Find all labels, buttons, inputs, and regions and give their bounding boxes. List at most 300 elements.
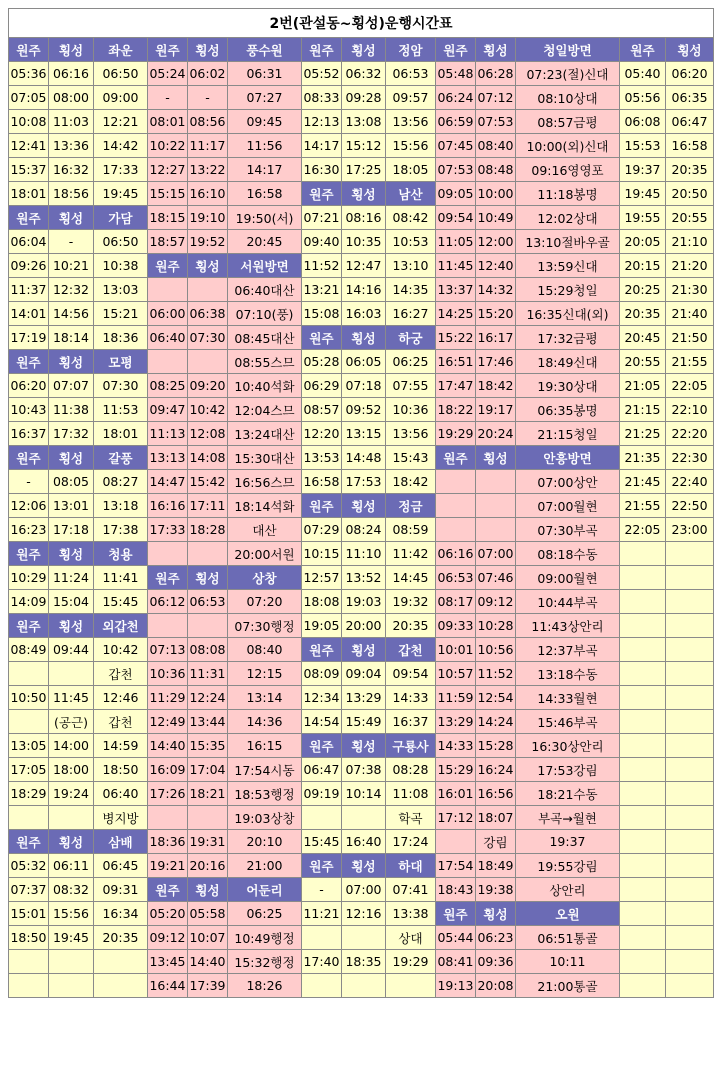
table-cell: 16:15 <box>228 734 302 758</box>
table-cell: 14:09 <box>9 590 49 614</box>
table-cell: 08:18수동 <box>516 542 620 566</box>
table-cell <box>620 974 666 998</box>
column-header: 원주 <box>148 254 188 278</box>
column-header: 원주 <box>302 326 342 350</box>
table-cell: 20:16 <box>188 854 228 878</box>
table-cell: 06:35 <box>666 86 714 110</box>
table-cell: 10:14 <box>342 782 386 806</box>
table-cell: 06:08 <box>620 110 666 134</box>
table-cell: 15:49 <box>342 710 386 734</box>
table-cell: 07:00상안 <box>516 470 620 494</box>
table-cell: 17:19 <box>9 326 49 350</box>
table-cell: 19:50(서) <box>228 206 302 230</box>
table-cell: 20:35 <box>94 926 148 950</box>
table-cell: 05:24 <box>148 62 188 86</box>
table-cell: 06:45 <box>94 854 148 878</box>
table-cell: 갑천 <box>94 710 148 734</box>
table-cell: 18:14 <box>49 326 94 350</box>
table-cell: 22:30 <box>666 446 714 470</box>
table-cell: 12:46 <box>94 686 148 710</box>
table-cell: 19:45 <box>94 182 148 206</box>
table-cell: 12:20 <box>302 422 342 446</box>
table-cell: 12:54 <box>476 686 516 710</box>
table-cell: 12:02상대 <box>516 206 620 230</box>
table-cell <box>9 710 49 734</box>
table-cell: 12:34 <box>302 686 342 710</box>
table-cell: 18:36 <box>94 326 148 350</box>
table-cell <box>620 854 666 878</box>
table-cell: 22:05 <box>620 518 666 542</box>
table-cell: 16:24 <box>476 758 516 782</box>
table-cell <box>620 542 666 566</box>
table-cell: 21:15청일 <box>516 422 620 446</box>
table-cell: 10:28 <box>476 614 516 638</box>
table-cell: 15:29청일 <box>516 278 620 302</box>
table-cell: 07:30행정 <box>228 614 302 638</box>
column-header: 원주 <box>620 38 666 62</box>
table-cell: 16:58 <box>228 182 302 206</box>
table-cell <box>666 734 714 758</box>
table-cell: 20:35 <box>386 614 436 638</box>
column-header: 원주 <box>9 830 49 854</box>
column-header: 가담 <box>94 206 148 230</box>
column-header: 정금 <box>386 494 436 518</box>
column-header: 원주 <box>9 614 49 638</box>
table-cell: 13:01 <box>49 494 94 518</box>
column-header: 남산 <box>386 182 436 206</box>
table-cell: 17:38 <box>94 518 148 542</box>
column-header: 외갑천 <box>94 614 148 638</box>
table-cell <box>666 854 714 878</box>
table-row <box>9 806 714 830</box>
table-cell: 15:53 <box>620 134 666 158</box>
table-cell: 13:05 <box>9 734 49 758</box>
table-cell: 11:13 <box>148 422 188 446</box>
column-header: 횡성 <box>342 182 386 206</box>
table-cell: 07:05 <box>9 86 49 110</box>
table-cell: 07:07 <box>49 374 94 398</box>
table-cell: 07:30 <box>188 326 228 350</box>
table-cell: 18:22 <box>436 398 476 422</box>
table-cell: 12:37부곡 <box>516 638 620 662</box>
table-cell: 19:03 <box>342 590 386 614</box>
table-cell: 14:47 <box>148 470 188 494</box>
table-cell <box>148 614 188 638</box>
table-cell: 15:32행정 <box>228 950 302 974</box>
table-cell: 13:14 <box>228 686 302 710</box>
table-cell: 20:50 <box>666 182 714 206</box>
table-cell: 18:57 <box>148 230 188 254</box>
table-cell: 15:29 <box>436 758 476 782</box>
table-cell <box>342 806 386 830</box>
table-cell: - <box>9 470 49 494</box>
table-cell: 18:29 <box>9 782 49 806</box>
table-cell: 18:42 <box>476 374 516 398</box>
table-cell: 07:18 <box>342 374 386 398</box>
table-cell <box>666 782 714 806</box>
table-cell: 16:44 <box>148 974 188 998</box>
table-cell: 10:56 <box>476 638 516 662</box>
table-cell: 06:40 <box>148 326 188 350</box>
table-cell: 07:00 <box>476 542 516 566</box>
table-cell: 16:16 <box>148 494 188 518</box>
table-row <box>9 230 714 254</box>
table-cell: 23:00 <box>666 518 714 542</box>
table-cell: 06:05 <box>342 350 386 374</box>
column-header: 횡성 <box>188 566 228 590</box>
table-cell: 15:21 <box>94 302 148 326</box>
table-cell: 18:21 <box>188 782 228 806</box>
table-cell: - <box>302 878 342 902</box>
table-cell: 06:00 <box>148 302 188 326</box>
table-cell: 10:53 <box>386 230 436 254</box>
table-cell: 06:20 <box>9 374 49 398</box>
table-cell: 18:00 <box>49 758 94 782</box>
table-cell <box>620 590 666 614</box>
table-cell <box>620 782 666 806</box>
table-cell: 10:57 <box>436 662 476 686</box>
table-cell: 21:55 <box>620 494 666 518</box>
table-cell <box>666 830 714 854</box>
table-cell: 19:45 <box>620 182 666 206</box>
table-cell: 18:36 <box>148 830 188 854</box>
table-cell <box>666 950 714 974</box>
table-row <box>9 614 714 638</box>
table-cell: 15:43 <box>386 446 436 470</box>
table-cell: 14:16 <box>342 278 386 302</box>
table-cell: 06:47 <box>666 110 714 134</box>
table-cell: 19:21 <box>148 854 188 878</box>
table-cell: 대산 <box>228 518 302 542</box>
table-cell <box>620 710 666 734</box>
column-header: 횡성 <box>342 326 386 350</box>
table-cell: 17:11 <box>188 494 228 518</box>
column-header: 원주 <box>9 38 49 62</box>
table-cell: 06:40 <box>94 782 148 806</box>
table-cell: 11:42 <box>386 542 436 566</box>
table-cell: 07:53 <box>436 158 476 182</box>
table-row <box>9 926 714 950</box>
table-cell: 12:40 <box>476 254 516 278</box>
table-row <box>9 494 714 518</box>
table-cell: 13:38 <box>386 902 436 926</box>
table-cell: 09:36 <box>476 950 516 974</box>
table-cell: 13:36 <box>49 134 94 158</box>
table-cell: 13:44 <box>188 710 228 734</box>
table-cell: 05:44 <box>436 926 476 950</box>
table-cell: 08:32 <box>49 878 94 902</box>
table-cell: 07:53 <box>476 110 516 134</box>
table-cell: 20:10 <box>228 830 302 854</box>
table-cell: - <box>148 86 188 110</box>
table-cell: 14:42 <box>94 134 148 158</box>
table-cell: 13:56 <box>386 110 436 134</box>
table-cell: 17:24 <box>386 830 436 854</box>
table-cell: 20:35 <box>620 302 666 326</box>
table-cell: 09:19 <box>302 782 342 806</box>
column-header: 원주 <box>302 182 342 206</box>
table-cell: 11:59 <box>436 686 476 710</box>
table-cell: 08:05 <box>49 470 94 494</box>
table-cell: 16:27 <box>386 302 436 326</box>
table-cell: 08:56 <box>188 110 228 134</box>
table-cell: 06:24 <box>436 86 476 110</box>
table-cell: 갑천 <box>94 662 148 686</box>
table-cell: 13:53 <box>302 446 342 470</box>
table-cell: 09:04 <box>342 662 386 686</box>
table-cell: 15:15 <box>148 182 188 206</box>
table-cell: 10:38 <box>94 254 148 278</box>
table-cell: 10:01 <box>436 638 476 662</box>
table-cell: 20:00 <box>342 614 386 638</box>
table-cell: 14:24 <box>476 710 516 734</box>
table-cell: 18:21수동 <box>516 782 620 806</box>
table-cell: 16:01 <box>436 782 476 806</box>
table-cell: 10:49행정 <box>228 926 302 950</box>
table-cell: 06:04 <box>9 230 49 254</box>
table-cell: 17:53 <box>342 470 386 494</box>
column-header: 횡성 <box>342 38 386 62</box>
table-cell: 07:20 <box>228 590 302 614</box>
table-cell: 11:43상안리 <box>516 614 620 638</box>
column-header: 어둔리 <box>228 878 302 902</box>
table-cell: 15:37 <box>9 158 49 182</box>
column-header: 원주 <box>9 542 49 566</box>
table-cell: 18:49신대 <box>516 350 620 374</box>
table-cell: 10:43 <box>9 398 49 422</box>
table-cell: 15:45 <box>302 830 342 854</box>
table-cell: 16:30상안리 <box>516 734 620 758</box>
table-cell <box>620 662 666 686</box>
table-cell: 06:40대산 <box>228 278 302 302</box>
table-cell: 08:57 <box>302 398 342 422</box>
table-cell: 21:50 <box>666 326 714 350</box>
column-header: 원주 <box>302 734 342 758</box>
table-cell: 16:58 <box>666 134 714 158</box>
table-cell: 12:06 <box>9 494 49 518</box>
table-cell <box>49 662 94 686</box>
table-cell: 15:35 <box>188 734 228 758</box>
table-row <box>9 278 714 302</box>
column-header: 횡성 <box>188 878 228 902</box>
table-cell: 11:05 <box>436 230 476 254</box>
table-cell: 07:12 <box>476 86 516 110</box>
table-cell: 06:31 <box>228 62 302 86</box>
table-cell: 16:10 <box>188 182 228 206</box>
table-cell <box>620 926 666 950</box>
table-cell: 17:18 <box>49 518 94 542</box>
table-cell: 18:07 <box>476 806 516 830</box>
table-cell <box>94 950 148 974</box>
table-cell: 19:30상대 <box>516 374 620 398</box>
table-cell: 10:00 <box>476 182 516 206</box>
table-cell: 15:08 <box>302 302 342 326</box>
table-cell: 06:32 <box>342 62 386 86</box>
table-cell: 11:24 <box>49 566 94 590</box>
table-cell: 08:08 <box>188 638 228 662</box>
table-cell: 16:56 <box>476 782 516 806</box>
table-cell: 07:13 <box>148 638 188 662</box>
table-cell: 10:44부곡 <box>516 590 620 614</box>
table-cell: 20:05 <box>620 230 666 254</box>
column-header: 횡성 <box>49 38 94 62</box>
column-header: 청용 <box>94 542 148 566</box>
table-cell: 12:47 <box>342 254 386 278</box>
table-cell: 19:55 <box>620 206 666 230</box>
table-cell: 10:00(외)신대 <box>516 134 620 158</box>
table-cell: 18:43 <box>436 878 476 902</box>
table-cell: 16:34 <box>94 902 148 926</box>
table-cell <box>620 830 666 854</box>
table-cell: 09:33 <box>436 614 476 638</box>
table-cell: 05:20 <box>148 902 188 926</box>
table-cell: 10:49 <box>476 206 516 230</box>
table-cell: 06:28 <box>476 62 516 86</box>
column-header: 횡성 <box>49 206 94 230</box>
table-cell: 21:15 <box>620 398 666 422</box>
column-header: 횡성 <box>188 254 228 278</box>
table-cell: 09:54 <box>436 206 476 230</box>
table-cell: 06:50 <box>94 230 148 254</box>
table-cell: 14:59 <box>94 734 148 758</box>
table-cell: 12:15 <box>228 662 302 686</box>
table-cell: 20:45 <box>620 326 666 350</box>
table-row <box>9 542 714 566</box>
table-row <box>9 38 714 62</box>
table-cell: 12:08 <box>188 422 228 446</box>
table-cell: 09:44 <box>49 638 94 662</box>
column-header: 하대 <box>386 854 436 878</box>
table-cell: 14:33 <box>386 686 436 710</box>
column-header: 원주 <box>148 878 188 902</box>
table-cell <box>666 974 714 998</box>
table-cell: 08:42 <box>386 206 436 230</box>
table-cell: 09:12 <box>148 926 188 950</box>
table-cell: 12:57 <box>302 566 342 590</box>
table-cell: 08:00 <box>49 86 94 110</box>
table-row <box>9 950 714 974</box>
column-header: 풍수원 <box>228 38 302 62</box>
table-cell <box>342 974 386 998</box>
table-cell <box>476 494 516 518</box>
table-cell: 상안리 <box>516 878 620 902</box>
table-cell: 19:24 <box>49 782 94 806</box>
column-header: 원주 <box>302 494 342 518</box>
table-cell: 05:32 <box>9 854 49 878</box>
table-row <box>9 350 714 374</box>
table-cell: 14:56 <box>49 302 94 326</box>
table-cell: 22:10 <box>666 398 714 422</box>
table-cell: 18:14석화 <box>228 494 302 518</box>
table-cell: 15:20 <box>476 302 516 326</box>
table-cell: 14:36 <box>228 710 302 734</box>
table-cell: 11:17 <box>188 134 228 158</box>
table-row <box>9 638 714 662</box>
column-header: 횡성 <box>49 830 94 854</box>
column-header: 횡성 <box>49 542 94 566</box>
table-cell: 08:09 <box>302 662 342 686</box>
table-row <box>9 374 714 398</box>
table-cell: 09:31 <box>94 878 148 902</box>
table-cell: (공근) <box>49 710 94 734</box>
table-cell: 13:22 <box>188 158 228 182</box>
table-row <box>9 974 714 998</box>
table-cell: 17:33 <box>148 518 188 542</box>
table-row <box>9 782 714 806</box>
column-header: 갈풍 <box>94 446 148 470</box>
table-cell: 11:56 <box>228 134 302 158</box>
table-cell: 11:31 <box>188 662 228 686</box>
table-cell: 17:47 <box>436 374 476 398</box>
column-header: 원주 <box>148 38 188 62</box>
table-cell: 10:08 <box>9 110 49 134</box>
table-cell: 18:15 <box>148 206 188 230</box>
table-cell <box>620 734 666 758</box>
table-cell: 14:25 <box>436 302 476 326</box>
table-cell: 11:37 <box>9 278 49 302</box>
table-cell: 19:55강림 <box>516 854 620 878</box>
table-cell: 05:56 <box>620 86 666 110</box>
column-header: 원주 <box>9 206 49 230</box>
table-cell: 14:17 <box>228 158 302 182</box>
table-cell: 05:48 <box>436 62 476 86</box>
table-cell: 17:32 <box>49 422 94 446</box>
table-cell <box>666 566 714 590</box>
table-cell: 22:05 <box>666 374 714 398</box>
table-cell: 09:20 <box>188 374 228 398</box>
table-cell: 06:35봉명 <box>516 398 620 422</box>
table-cell: 14:45 <box>386 566 436 590</box>
table-cell: 22:40 <box>666 470 714 494</box>
table-cell: 08:59 <box>386 518 436 542</box>
table-cell: 08:40 <box>228 638 302 662</box>
table-cell: 12:00 <box>476 230 516 254</box>
table-cell: 13:08 <box>342 110 386 134</box>
table-cell: 06:29 <box>302 374 342 398</box>
table-cell <box>148 350 188 374</box>
table-cell: 17:53강림 <box>516 758 620 782</box>
table-cell <box>666 710 714 734</box>
table-cell: 09:45 <box>228 110 302 134</box>
table-row <box>9 86 714 110</box>
table-cell: 10:42 <box>94 638 148 662</box>
column-header: 원주 <box>436 902 476 926</box>
table-cell: 20:00서원 <box>228 542 302 566</box>
table-cell <box>148 542 188 566</box>
table-cell: 06:53 <box>386 62 436 86</box>
table-cell: 15:04 <box>49 590 94 614</box>
table-cell: 19:29 <box>436 422 476 446</box>
table-cell: 18:50 <box>94 758 148 782</box>
table-cell: 11:52 <box>476 662 516 686</box>
table-cell <box>620 806 666 830</box>
column-header: 모평 <box>94 350 148 374</box>
table-cell: 08:24 <box>342 518 386 542</box>
table-cell: 09:57 <box>386 86 436 110</box>
table-cell: 08:40 <box>476 134 516 158</box>
table-cell <box>620 758 666 782</box>
table-cell: 17:39 <box>188 974 228 998</box>
table-cell: 12:16 <box>342 902 386 926</box>
table-cell <box>9 950 49 974</box>
table-cell: 10:29 <box>9 566 49 590</box>
table-cell: 06:25 <box>228 902 302 926</box>
table-cell: 17:32금평 <box>516 326 620 350</box>
column-header: 횡성 <box>476 902 516 926</box>
table-cell: - <box>188 86 228 110</box>
table-cell: 19:37 <box>620 158 666 182</box>
table-cell: 13:21 <box>302 278 342 302</box>
